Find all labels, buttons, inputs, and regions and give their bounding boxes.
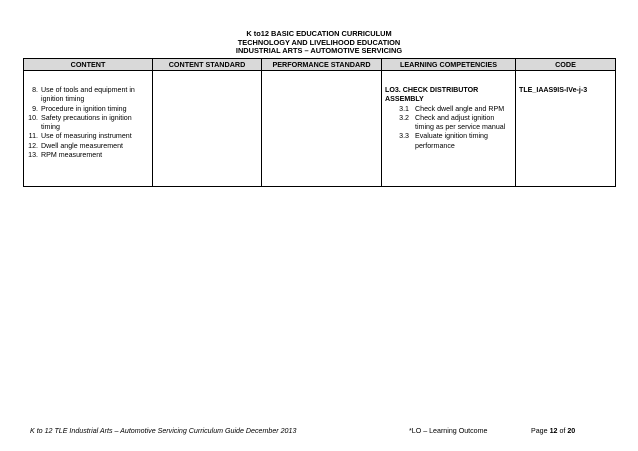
competency-number: 3.2 xyxy=(399,113,409,122)
footer-guide-title: K to 12 TLE Industrial Arts – Automotive Servicing Curriculum Guide December 2013 xyxy=(30,427,297,435)
header-title: K to12 BASIC EDUCATION CURRICULUM xyxy=(246,29,392,38)
competency-text: Check and adjust ignition timing as per service manual xyxy=(415,113,506,132)
header-subject: TECHNOLOGY AND LIVELIHOOD EDUCATION xyxy=(237,37,401,47)
curriculum-table xyxy=(23,58,616,187)
item-number: 10. xyxy=(28,113,38,122)
header-specialization: INDUSTRIAL ARTS – AUTOMOTIVE SERVICING xyxy=(235,46,403,56)
competency-item xyxy=(395,114,512,133)
header-code: CODE xyxy=(516,59,616,71)
competency-item xyxy=(395,105,512,114)
table-header-row xyxy=(24,59,616,71)
item-text: Dwell angle measurement xyxy=(41,141,124,150)
item-text: Use of measuring instrument xyxy=(41,132,132,141)
content-list xyxy=(27,86,149,160)
list-item xyxy=(27,132,149,141)
page-total: 20 xyxy=(567,427,576,435)
competency-number: 3.1 xyxy=(399,104,409,113)
item-number: 13. xyxy=(28,151,38,160)
table-row xyxy=(24,71,616,187)
list-item xyxy=(27,151,149,160)
item-number: 8. xyxy=(32,86,38,94)
header-content: CONTENT xyxy=(24,59,153,71)
item-text: Safety precautions in ignition timing xyxy=(41,113,132,132)
list-item xyxy=(27,142,149,151)
learning-outcome-title: LO3. CHECK DISTRIBUTOR ASSEMBLY xyxy=(385,86,479,104)
list-item xyxy=(27,105,149,114)
header-learning-competencies: LEARNING COMPETENCIES xyxy=(382,59,516,71)
code-cell: TLE_IAAS9IS-IVe-j-3 xyxy=(516,71,616,187)
item-text: Procedure in ignition timing xyxy=(41,104,127,113)
item-number: 12. xyxy=(28,141,38,150)
competency-number: 3.3 xyxy=(399,132,409,141)
list-item xyxy=(27,86,149,105)
page-current: 12 xyxy=(549,427,558,435)
footer-lo-note: *LO – Learning Outcome xyxy=(409,427,488,435)
item-text: RPM measurement xyxy=(41,151,103,160)
header-content-standard: CONTENT STANDARD xyxy=(153,59,262,71)
competency-item xyxy=(395,132,512,151)
header-performance-standard: PERFORMANCE STANDARD xyxy=(262,59,382,71)
competency-text: Evaluate ignition timing performance xyxy=(415,132,488,150)
content-cell xyxy=(24,71,153,187)
page-prefix: Page xyxy=(531,427,548,435)
item-text: Use of tools and equipment in ignition timing xyxy=(41,86,135,104)
content-standard-cell xyxy=(153,71,262,187)
item-number: 9. xyxy=(32,104,38,113)
performance-standard-cell xyxy=(262,71,382,187)
page-number xyxy=(531,427,575,435)
learning-competencies-cell xyxy=(382,71,516,187)
document-header xyxy=(0,30,638,56)
page-separator: of xyxy=(559,427,566,435)
list-item xyxy=(27,114,149,133)
competency-text: Check dwell angle and RPM xyxy=(415,104,505,113)
item-number: 11. xyxy=(28,132,38,141)
